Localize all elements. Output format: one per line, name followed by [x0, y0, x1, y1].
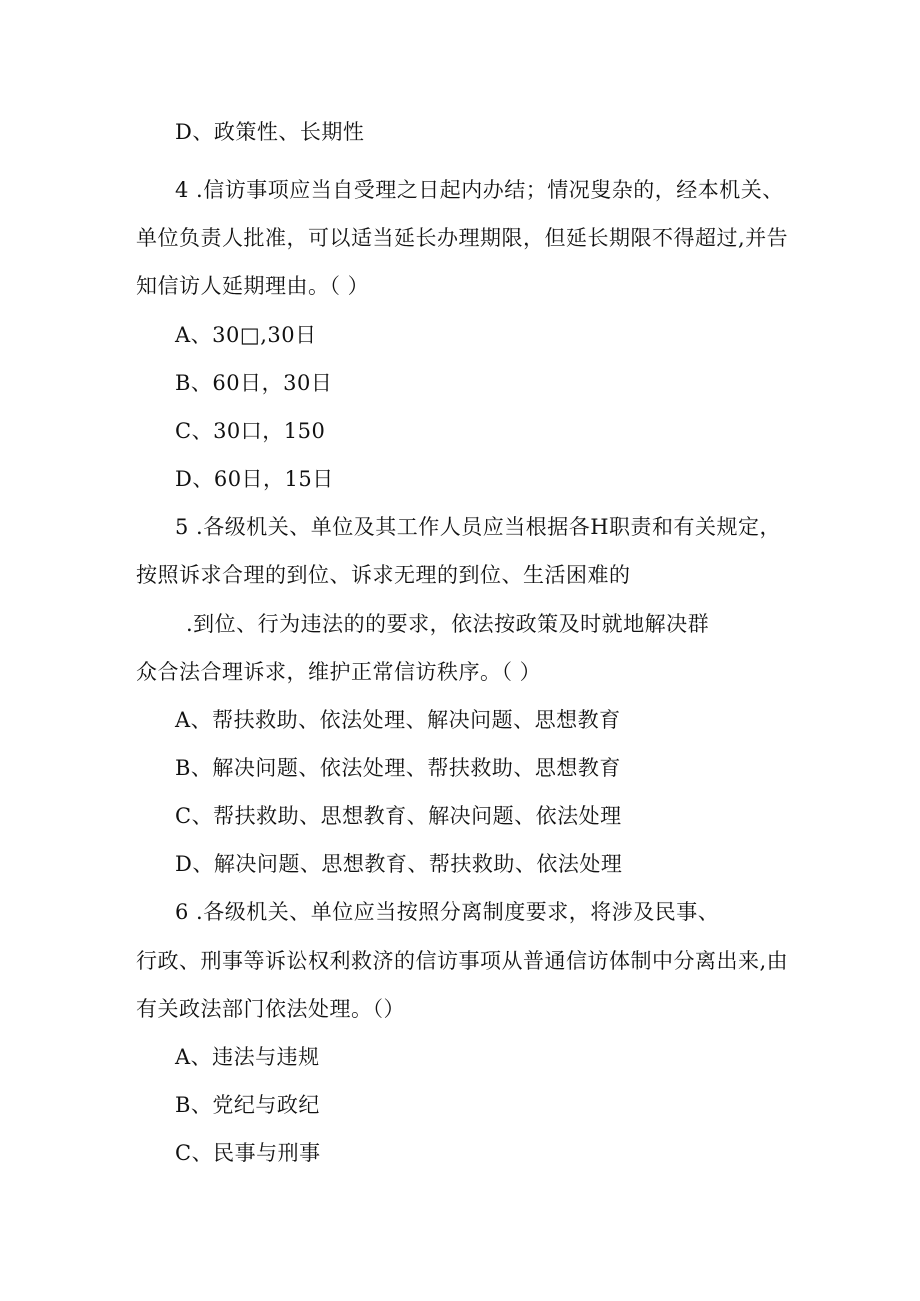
- q4-option-a: A、30□,30日: [175, 323, 317, 347]
- q6-option-a: A、违法与违规: [175, 1045, 320, 1069]
- q5-stem-line-3: .到位、行为违法的的要求，依法按政策及时就地解决群: [186, 612, 710, 636]
- q4-option-b: B、60日，30日: [175, 371, 333, 395]
- q5-option-b: B、解决问题、依法处理、帮扶救助、思想教育: [175, 756, 621, 780]
- q6-option-b: B、党纪与政纪: [175, 1093, 320, 1117]
- q6-option-c: C、民事与刑事: [175, 1141, 321, 1165]
- q6-stem-line-3: 有关政法部门依法处理。（）: [136, 997, 405, 1021]
- q3-option-d: D、政策性、长期性: [175, 120, 365, 144]
- q4-option-c: C、30口，150: [175, 419, 326, 443]
- q5-stem-line-1: 5 .各级机关、单位及其工作人员应当根据各H职责和有关规定，: [175, 515, 782, 539]
- q5-option-d: D、解决问题、思想教育、帮扶救助、依法处理: [175, 852, 623, 876]
- q5-option-c: C、帮扶救助、思想教育、解决问题、依法处理: [175, 804, 622, 828]
- q6-stem-line-1: 6 .各级机关、单位应当按照分离制度要求，将涉及民事、: [175, 900, 720, 924]
- q4-stem-line-1: 4 .信访事项应当自受理之日起内办结；情况叟杂的，经本机关、: [175, 178, 784, 202]
- q4-stem-line-3: 知信访人延期理由。（ ）: [136, 274, 370, 298]
- q6-stem-line-2: 行政、刑事等诉讼权利救济的信访事项从普通信访体制中分离出来,由: [136, 949, 789, 973]
- q5-option-a: A、帮扶救助、依法处理、解决问题、思想教育: [175, 708, 621, 732]
- q5-stem-line-4: 众合法合理诉求，维护正常信访秩序。（ ）: [136, 660, 542, 684]
- q4-option-d: D、60日，15日: [175, 467, 334, 491]
- q5-stem-line-2: 按照诉求合理的到位、诉求无理的到位、生活困难的: [136, 563, 631, 587]
- q4-stem-line-2: 单位负责人批准，可以适当延长办理期限，但延长期限不得超过,并告: [136, 226, 789, 250]
